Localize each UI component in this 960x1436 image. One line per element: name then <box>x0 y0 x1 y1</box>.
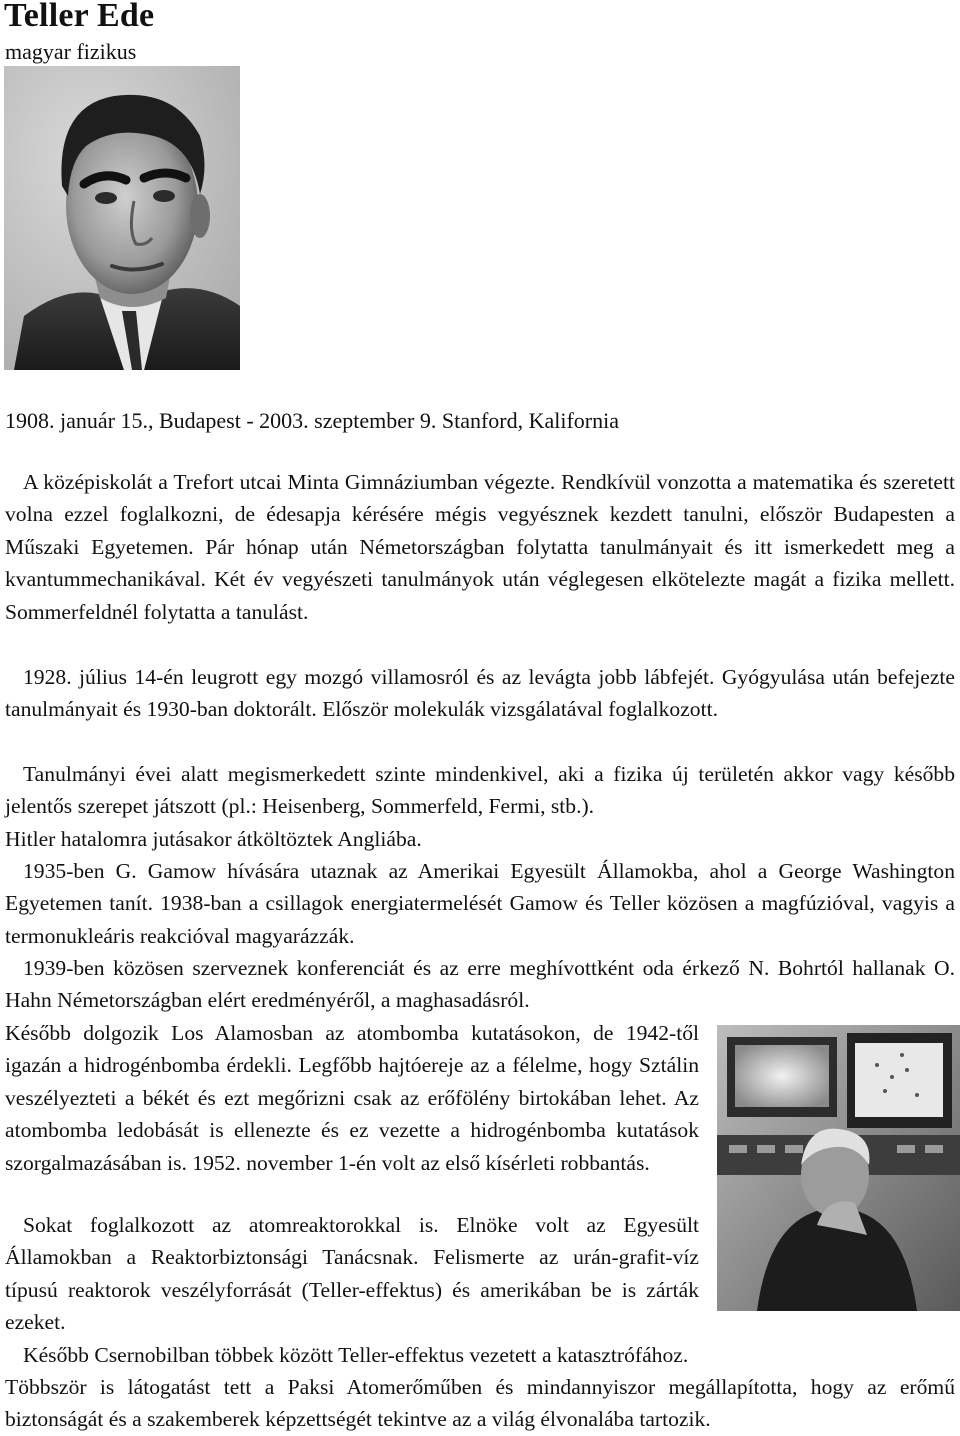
control-room-photo-image <box>717 1025 960 1311</box>
paragraph-accident: 1928. július 14-én leugrott egy mozgó villamosról és az levágta jobb lábfejét. Gyógyulása után befejezte tanulmányait és 1930-ban doktorált. Először molekulák vizsgálatával foglalkozott. <box>5 665 955 722</box>
paragraph-reactors: Sokat foglalkozott az atomreaktorokkal is. Elnöke volt az Egyesült Államokban a Reaktorbiztonsági Tanácsnak. Felismerte az urán-grafit-víz típusú reaktorok veszélyforrását (Teller-effektus) és amerikában be is zárták ezeket. <box>5 1213 699 1335</box>
paragraph-conference: 1939-ben közösen szerveznek konferenciát és az erre meghívottként oda érkező N. Bohrtól hallanak O. Hahn Németországban elért eredményéről, a maghasadásról. <box>5 956 955 1013</box>
paragraph-chernobyl: Később Csernobilban többek között Teller-effektus vezetett a katasztrófához. <box>23 1343 689 1367</box>
paragraph-paks: Többször is látogatást tett a Paksi Atomerőműben és mindannyiszor megállapította, hogy az erőmű biztonságát és a szakemberek képzettségét tekintve az a világ élvonalába tartozik. <box>5 1375 955 1432</box>
paragraph-usa: 1935-ben G. Gamow hívására utaznak az Amerikai Egyesült Államokba, ahol a George Washington Egyetemen tanít. 1938-ban a csillagok energiatermelését Gamow és Teller közösen a magfúzióval, vagyis a termonukleáris reakcióval magyarázzák. <box>5 859 955 948</box>
control-room-photo <box>717 1025 960 1311</box>
life-dates: 1908. január 15., Budapest - 2003. szeptember 9. Stanford, Kalifornia <box>5 408 620 433</box>
paragraph-education: A középiskolát a Trefort utcai Minta Gimnáziumban végezte. Rendkívül vonzotta a matematika és szeretett volna ezzel foglalkozni, de édesapja kérésére mégis vegyésznek kezdett tanulni, először Budapesten a Műszaki Egyetemen. Pár hónap után Németországban folytatta tanulmányait és itt ismerkedett meg a kvantummechanikával. Két év vegyészeti tanulmányok után véglegesen elkötelezte magát a fizika mellett. Sommerfeldnél folytatta a tanulást. <box>5 470 955 624</box>
portrait-photo <box>4 66 240 370</box>
page-title: Teller Ede <box>4 0 155 34</box>
paragraph-acquaintances: Tanulmányi évei alatt megismerkedett szinte mindenkivel, aki a fizika új területén akkor vagy később jelentős szerepet játszott (pl.: Heisenberg, Sommerfeld, Fermi, stb.). <box>5 762 955 819</box>
paragraph-los-alamos: Később dolgozik Los Alamosban az atombomba kutatásokon, de 1942-től igazán a hidrogénbomba érdekli. Legfőbb hajtóereje az a félelme, hogy Sztálin veszélyezteti a békét és ezt megőrizni csak az erőfölény birtokában lehet. Az atombomba ledobását is ellenezte és ez vezette a hidrogénbomba kutatások szorgalmazásában is. 1952. november 1-én volt az első kísérleti robbantás. <box>5 1021 699 1175</box>
portrait-photo-image <box>4 66 240 370</box>
page-subtitle: magyar fizikus <box>5 39 137 64</box>
paragraph-england: Hitler hatalomra jutásakor átköltöztek Angliába. <box>5 827 422 851</box>
